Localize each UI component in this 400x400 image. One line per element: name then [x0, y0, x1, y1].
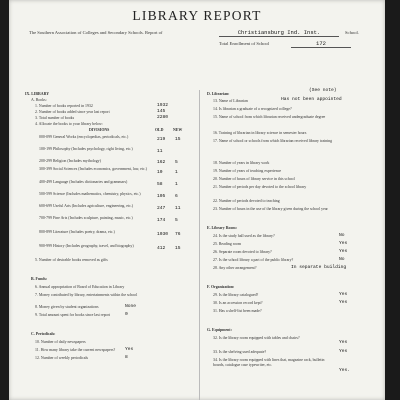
school-suffix: School. [345, 30, 359, 35]
history-old: 412 [157, 246, 166, 251]
association-label: The Southern Association of Colleges and Secondary Schools. Report of [29, 30, 163, 35]
line-other-arrangement: 28. Any other arrangement? [213, 266, 257, 270]
librarian-note: (See note) [309, 88, 337, 93]
row-history: 900-999 History (Includes geography, travel, and biography) [39, 244, 134, 248]
social-old: 10 [157, 170, 163, 175]
answer-accession: Yes [339, 300, 348, 305]
line-accession: 30. Is an accession record kept? [213, 301, 263, 305]
section-librarian: D. Librarian: [207, 92, 230, 96]
line-library-school: 17. Name of school or schools from which librarian received library training [213, 139, 333, 143]
answer-catalogued: Yes [339, 292, 348, 297]
line-equipment: 34. Is the library room equipped with lines that, magazine rack, bulletin boards, catalogue case typewriter, etc. [213, 358, 325, 368]
line-undergrad: 15. Name of school from which librarian received undergraduate degree [213, 115, 326, 119]
language-old: 58 [157, 182, 163, 187]
section-equipment: G. Equipment: [207, 328, 232, 332]
value-added: 145 [157, 109, 166, 114]
header-old: OLD [155, 128, 164, 132]
answer-separate-room: Yes [339, 249, 348, 254]
useful-old: 247 [157, 206, 166, 211]
line-money-contributed: 7. Money contributed by library, entertainments within the school [35, 293, 138, 297]
school-name: Christiansburg Ind. Inst. [219, 29, 339, 37]
literature-old: 1030 [157, 232, 169, 237]
section-periodicals: C. Periodicals: [31, 332, 56, 336]
section-library-room: E. Library Room: [207, 226, 237, 230]
line-study-hall: 24. Is the study hall used as the library? [213, 234, 275, 238]
report-title: LIBRARY REPORT [132, 8, 262, 23]
science-old: 105 [157, 194, 166, 199]
line-total-spent: 9. Total amount spent for books since last report [35, 313, 110, 317]
row-philosophy: 100-199 Philosophy (Includes psychology, right living, etc.) [39, 147, 133, 151]
line-appropriation: 6. Annual appropriation of Board of Education in Library [35, 285, 125, 289]
language-new: 1 [175, 182, 178, 187]
row-religion: 200-299 Religion (Includes mythology) [39, 159, 101, 163]
line-reading-room: 25. Reading room [213, 242, 241, 246]
line-daily-news: 10. Number of daily newspapers [35, 340, 86, 344]
line-reported: 1. Number of books reported in 1932 [35, 104, 93, 108]
general-new: 15 [175, 137, 181, 142]
religion-old: 162 [157, 160, 166, 165]
useful-new: 11 [175, 206, 181, 211]
history-new: 15 [175, 246, 181, 251]
row-social: 300-399 Social Sciences (Includes economics, government, law, etc.) [39, 167, 147, 171]
line-hours-use: 23. Number of hours in the use of the library given during the school year [213, 207, 328, 211]
row-general: 000-099 General Works (encyclopedias, periodicals, etc.) [39, 135, 129, 139]
section-funds: B. Funds: [31, 277, 48, 281]
header-divisions: DIVISIONS [89, 128, 110, 132]
value-reported: 1932 [157, 103, 169, 108]
column-divider [199, 90, 200, 400]
religion-new: 5 [175, 160, 178, 165]
line-public-library: 27. Is the school library a part of the public library? [213, 258, 294, 262]
row-fine-arts: 700-799 Fine Arts (Includes sculpture, painting, music, etc.) [39, 216, 133, 220]
line-weekly: 12. Number of weekly periodicals [35, 356, 89, 360]
fine-new: 5 [175, 218, 178, 223]
line-current-news: 11. How many library take the current newspapers? [35, 348, 116, 352]
answer-tables: Yes [339, 340, 348, 345]
answer-other-arrangement: In separate building [291, 265, 347, 270]
report-page [9, 0, 385, 400]
philosophy-old: 11 [157, 149, 163, 154]
line-shelf-list: 31. Has a shelf-list been made? [213, 309, 262, 313]
line-separate-room: 26. Separate room devoted to library? [213, 250, 272, 254]
section-organization: F. Organization: [207, 285, 235, 289]
librarian-value: Has not been appointed [281, 97, 342, 102]
line-tables: 32. Is the library room equipped with tables and chairs? [213, 336, 300, 340]
literature-new: 76 [175, 232, 181, 237]
value-weekly: 8 [125, 355, 128, 360]
line-shelving: 33. Is the shelving used adequate? [213, 350, 267, 354]
line-hours-service: 20. Number of hours of library service in this school [213, 177, 295, 181]
line-years-library: 18. Number of years in library work [213, 161, 270, 165]
fine-old: 174 [157, 218, 166, 223]
enrollment-value: 172 [291, 40, 351, 48]
value-total: 2280 [157, 115, 169, 120]
line-gifts: 5. Number of desirable books removed as gifts [35, 258, 108, 262]
header-new: NEW [173, 128, 183, 132]
answer-shelving: Yes [339, 349, 348, 354]
line-allocate: 4. Allocate the books to your library below: [35, 122, 103, 126]
enrollment-label: Total Enrollment of School [219, 41, 270, 46]
row-literature: 800-899 Literature (Includes poetry, drama, etc.) [39, 230, 115, 234]
section-library: IX. LIBRARY [25, 92, 50, 96]
value-student-orgs: None [125, 304, 137, 309]
general-old: 219 [157, 137, 166, 142]
row-science: 500-599 Science (Includes mathematics, chemistry, physics, etc.) [39, 192, 141, 196]
answer-reading-room: Yes [339, 241, 348, 246]
line-librarian-name: 13. Name of Librarian [213, 99, 248, 103]
line-graduate: 14. Is librarian a graduate of a recognized college? [213, 107, 292, 111]
line-periods-library: 21. Number of periods per day devoted to the school library [213, 185, 307, 189]
answer-study-hall: No [339, 233, 345, 238]
answer-public-library: No [339, 257, 345, 262]
line-total: 3. Total number of books [35, 116, 75, 120]
answer-equipment: Yes. [339, 368, 351, 373]
line-training: 16. Training of librarian in library science in semester hours [213, 131, 307, 135]
value-newspapers: Yes [125, 347, 134, 352]
row-language: 400-499 Language (Includes dictionaries and grammars) [39, 180, 128, 184]
science-new: 6 [175, 194, 178, 199]
line-years-teaching: 19. Number of years of teaching experience [213, 169, 282, 173]
social-new: 1 [175, 170, 178, 175]
value-total-spent: 0 [125, 312, 128, 317]
row-useful-arts: 600-699 Useful Arts (Includes agriculture, engineering, etc.) [39, 204, 134, 208]
line-added: 2. Number of books added since year last report [35, 110, 110, 114]
section-books: A. Books: [31, 98, 47, 102]
line-catalogued: 29. Is the library catalogued? [213, 293, 259, 297]
line-periods-teaching: 22. Number of periods devoted to teaching [213, 199, 280, 203]
line-student-orgs: 8. Money given by student organizations [35, 305, 99, 309]
